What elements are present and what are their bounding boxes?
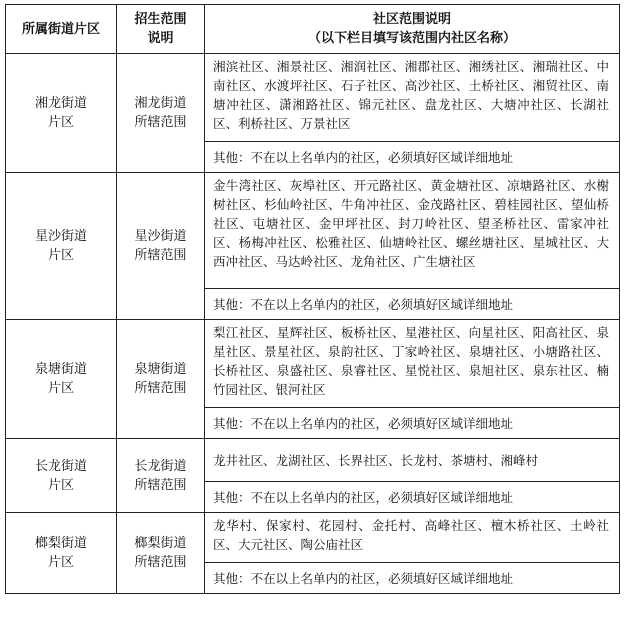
header-scope [117, 5, 205, 54]
table-row [6, 54, 620, 142]
scope-line2: 所辖范围 [134, 555, 187, 570]
communities-cell: 金牛湾社区、灰埠社区、开元路社区、黄金塘社区、凉塘路社区、水榭树社区、杉仙岭社区、牛角冲社区、金茂路社区、碧桂园社区、望仙桥社区、屯塘社区、金甲坪社区、封刀岭社区、望圣桥社区、雷家冲社区、杨梅冲社区、松雅社区、仙塘岭社区、螺丝塘社区、星城社区、大西冲社区、马达岭社区、龙角社区、广生塘社区 [205, 173, 620, 289]
area-line2: 片区 [47, 381, 74, 396]
area-line1: 长龙街道 [34, 458, 87, 474]
other-note-cell: 其他：不在以上名单内的社区，必须填好区域详细地址 [205, 563, 620, 594]
area-line2: 片区 [47, 477, 74, 493]
scope-line2: 所辖范围 [134, 477, 187, 493]
header-communities-line1: 社区范围说明 [372, 12, 451, 27]
other-note-cell: 其他：不在以上名单内的社区，必须填好区域详细地址 [205, 289, 620, 320]
other-note-cell: 其他：不在以上名单内的社区，必须填好区域详细地址 [205, 142, 620, 173]
communities-cell: 龙华村、保家村、花园村、金托村、高峰社区、檀木桥社区、土岭社区、大元社区、陶公庙社区 [205, 513, 620, 563]
enrollment-scope-table [5, 4, 620, 594]
scope-cell [117, 173, 205, 320]
area-line1: 泉塘街道 [34, 362, 87, 377]
scope-line1: 湘龙街道 [134, 96, 187, 111]
area-cell [6, 439, 117, 513]
header-communities-line2: （以下栏目填写该范围内社区名称） [307, 31, 516, 46]
scope-line1: 长龙街道 [134, 458, 187, 474]
scope-cell [117, 439, 205, 513]
area-line1: 湘龙街道 [34, 96, 87, 111]
area-line2: 片区 [47, 555, 74, 570]
area-cell [6, 54, 117, 173]
header-scope-line1: 招生范围 [134, 12, 187, 27]
communities-cell: 湘滨社区、湘景社区、湘润社区、湘郡社区、湘绣社区、湘瑞社区、中南社区、水渡坪社区、石子社区、高沙社区、土桥社区、湘贸社区、南塘冲社区、潇湘路社区、锦元社区、盘龙社区、大塘冲社区、长湖社区、利桥社区、万景社区 [205, 54, 620, 142]
table-row [6, 173, 620, 289]
area-line1: 星沙街道 [34, 229, 87, 244]
table-row [6, 320, 620, 408]
other-note-cell: 其他：不在以上名单内的社区，必须填好区域详细地址 [205, 408, 620, 439]
area-cell [6, 320, 117, 439]
communities-cell: 梨江社区、星辉社区、板桥社区、星港社区、向星社区、阳高社区、泉星社区、景星社区、泉韵社区、丁家岭社区、泉塘社区、小塘路社区、长桥社区、泉盛社区、泉睿社区、星悦社区、泉旭社区、泉东社区、楠竹园社区、银河社区 [205, 320, 620, 408]
area-line2: 片区 [47, 115, 74, 130]
communities-cell: 龙井社区、龙湖社区、长界社区、长龙村、茶塘村、湘峰村 [205, 439, 620, 482]
area-line1: 榔梨街道 [34, 536, 87, 551]
scope-cell [117, 54, 205, 173]
table-row [6, 513, 620, 563]
scope-line1: 星沙街道 [134, 229, 187, 244]
scope-cell [117, 320, 205, 439]
area-cell [6, 173, 117, 320]
area-cell [6, 513, 117, 594]
header-scope-line2: 说明 [147, 31, 174, 46]
area-line2: 片区 [47, 248, 74, 263]
scope-line2: 所辖范围 [134, 381, 187, 396]
scope-line1: 泉塘街道 [134, 362, 187, 377]
table-header-row [6, 5, 620, 54]
other-note-cell: 其他：不在以上名单内的社区，必须填好区域详细地址 [205, 482, 620, 513]
header-area: 所属街道片区 [6, 5, 117, 54]
table-row [6, 439, 620, 482]
scope-line1: 榔梨街道 [134, 536, 187, 551]
scope-line2: 所辖范围 [134, 115, 187, 130]
scope-line2: 所辖范围 [134, 248, 187, 263]
header-communities [205, 5, 620, 54]
scope-cell [117, 513, 205, 594]
